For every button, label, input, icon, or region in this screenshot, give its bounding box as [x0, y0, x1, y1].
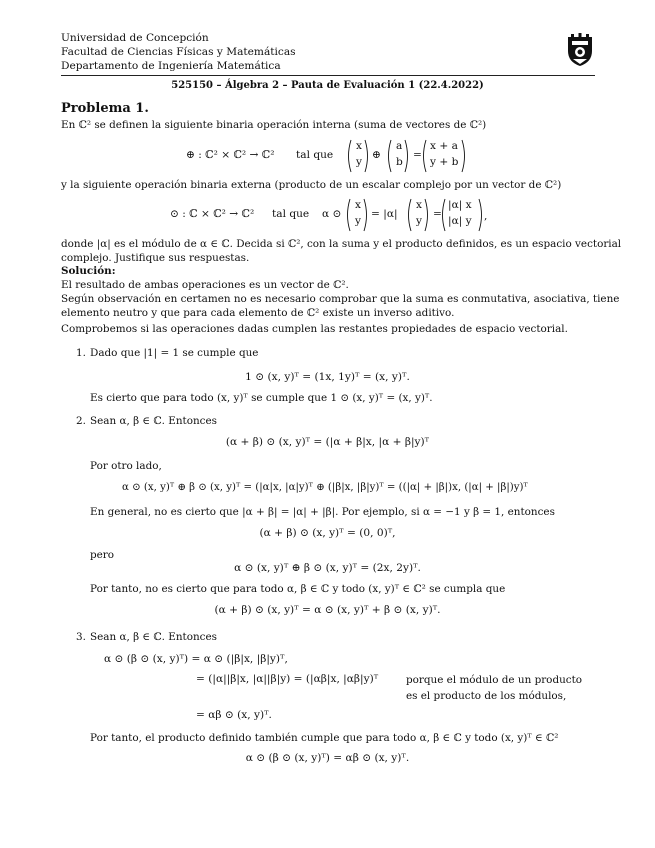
item-2-other-side: Por otro lado, [90, 460, 162, 472]
solution-s3: Comprobemos si las operaciones dadas cumplen las restantes propiedades de espacio vectorial. [61, 323, 568, 335]
item-2-equation-2: α ⊙ (x, y)ᵀ ⊕ β ⊙ (x, y)ᵀ = (|α|x, |α|y)ᵀ ⊕ (|β|x, |β|y)ᵀ = ((|α| + |β|)x, (|α| + |β|)y)ᵀ [122, 482, 528, 493]
department-name: Departamento de Ingeniería Matemática [61, 60, 281, 72]
item-3-number: 3. [76, 631, 86, 643]
product-signature: ⊙ : ℂ × ℂ² → ℂ² [170, 208, 255, 220]
problem-intro-3-line-1: donde |α| es el módulo de α ∈ ℂ. Decida si ℂ², con la suma y el producto definidos, es un espacio vectorial [61, 238, 622, 250]
item-2-conclusion: Por tanto, no es cierto que para todo α, β ∈ ℂ y todo (x, y)ᵀ ∈ ℂ² se cumpla que [90, 583, 506, 595]
university-crest-icon [566, 33, 594, 67]
sum-result-2: y + b [430, 156, 459, 168]
solution-s2-line-2: elemento neutro y que para cada elemento de ℂ² existe un inverso aditivo. [61, 307, 455, 319]
sum-lhs-x: x [356, 140, 362, 152]
document-page: Universidad de Concepción Facultad de Ciencias Físicas y Matemáticas Departamento de Ingeniería Matemática 525150 – Álgebra 2 – Pauta de Evaluación 1 (22.4.2022) Problema 1. En ℂ² se definen la siguiente binaria operación interna (suma de vectores de ℂ²) ⊕ : ℂ² × ℂ² → ℂ² tal que x y ⊕ a b = x + a y + b y la siguiente operación binaria externa (producto de un escalar complejo por un vector de ℂ²) ⊙ : ℂ × ℂ² → ℂ² tal que α ⊙ x y = |α| x y = |α| x |α| y , donde |α| es el módulo de α ∈ ℂ. Decida si ℂ², con la suma y el producto definidos, es un espacio vectorial complejo. Justifique sus respuestas. Solución: El resultado de ambas operaciones es un vector de ℂ². Según observación en certamen no es necesario comprobar que la suma es conmutativa, asociativa, tiene elemento neutro y que para cada elemento de ℂ² existe un inverso aditivo. Comprobemos si las operaciones dadas cumplen las restantes propiedades de espacio vectorial. 1. Dado que |1| = 1 se cumple que 1 ⊙ (x, y)ᵀ = (1x, 1y)ᵀ = (x, y)ᵀ. Es cierto que para todo (x, y)ᵀ se cumple que 1 ⊙ (x, y)ᵀ = (x, y)ᵀ. 2. Sean α, β ∈ ℂ. Entonces (α + β) ⊙ (x, y)ᵀ = (|α + β|x, |α + β|y)ᵀ Por otro lado, α ⊙ (x, y)ᵀ ⊕ β ⊙ (x, y)ᵀ = (|α|x, |α|y)ᵀ ⊕ (|β|x, |β|y)ᵀ = ((|α| + |β|)x, (|α| + |β|)y)ᵀ En general, no es cierto que |α + β| = |α| + |β|. Por ejemplo, si α = −1 y β = 1, entonces (α + β) ⊙ (x, y)ᵀ = (0, 0)ᵀ, pero α ⊙ (x, y)ᵀ ⊕ β ⊙ (x, y)ᵀ = (2x, 2y)ᵀ. Por tanto, no es cierto que para todo α, β ∈ ℂ y todo (x, y)ᵀ ∈ ℂ² se cumpla que (α + β) ⊙ (x, y)ᵀ = α ⊙ (x, y)ᵀ + β ⊙ (x, y)ᵀ. 3. Sean α, β ∈ ℂ. Entonces α ⊙ (β ⊙ (x, y)ᵀ) = α ⊙ (|β|x, |β|y)ᵀ, = (|α||β|x, |α||β|y) = (|αβ|x, |αβ|y)ᵀ porque el módulo de un producto es el producto de los módulos, = αβ ⊙ (x, y)ᵀ. Por tanto, el producto definido también cumple que para todo α, β ∈ ℂ y todo (x, y)ᵀ ∈ ℂ² α ⊙ (β ⊙ (x, y)ᵀ) = αβ ⊙ (x, y)ᵀ. [0, 0, 655, 848]
sum-result-1: x + a [430, 140, 458, 152]
sum-signature: ⊕ : ℂ² × ℂ² → ℂ² [186, 149, 275, 161]
sum-rhs-b: b [396, 156, 403, 168]
problem-intro-1: En ℂ² se definen la siguiente binaria operación interna (suma de vectores de ℂ²) [61, 119, 487, 131]
product-mid: = |α| [371, 208, 398, 220]
sum-lhs-y: y [356, 156, 362, 168]
product-result-1: |α| x [448, 199, 472, 211]
course-title: 525150 – Álgebra 2 – Pauta de Evaluación 1 (22.4.2022) [171, 80, 484, 91]
sum-tal-que: tal que [296, 149, 334, 161]
product-result-2: |α| y [448, 215, 472, 227]
product-tal-que: tal que [272, 208, 310, 220]
faculty-name: Facultad de Ciencias Físicas y Matemáticas [61, 46, 296, 58]
item-2-text: Sean α, β ∈ ℂ. Entonces [90, 415, 217, 427]
problem-heading: Problema 1. [61, 101, 149, 116]
sum-operator: ⊕ [372, 149, 381, 161]
item-3-equation-4: α ⊙ (β ⊙ (x, y)ᵀ) = αβ ⊙ (x, y)ᵀ. [245, 752, 410, 764]
item-3-conclusion: Por tanto, el producto definido también cumple que para todo α, β ∈ ℂ y todo (x, y)ᵀ ∈ ℂ² [90, 732, 559, 744]
solution-s2-line-1: Según observación en certamen no es necesario comprobar que la suma es conmutativa, asociativa, tiene [61, 293, 620, 305]
header-rule [61, 75, 595, 76]
problem-intro-2: y la siguiente operación binaria externa (producto de un escalar complejo por un vector de ℂ²) [61, 179, 562, 191]
product-v-y: y [355, 215, 361, 227]
item-2-pero: pero [90, 549, 115, 561]
solution-heading: Solución: [61, 265, 116, 277]
item-2-equation-1: (α + β) ⊙ (x, y)ᵀ = (|α + β|x, |α + β|y)ᵀ [225, 436, 430, 448]
item-1-conclusion: Es cierto que para todo (x, y)ᵀ se cumple que 1 ⊙ (x, y)ᵀ = (x, y)ᵀ. [90, 392, 433, 404]
item-2-general: En general, no es cierto que |α + β| = |α| + |β|. Por ejemplo, si α = −1 y β = 1, entonces [90, 506, 555, 518]
item-2-number: 2. [76, 415, 86, 427]
item-3-equation-3: = αβ ⊙ (x, y)ᵀ. [196, 709, 272, 721]
product-v-x: x [355, 199, 361, 211]
item-1-text: Dado que |1| = 1 se cumple que [90, 347, 259, 359]
item-2-equation-4: α ⊙ (x, y)ᵀ ⊕ β ⊙ (x, y)ᵀ = (2x, 2y)ᵀ. [234, 562, 421, 574]
item-3-equation-2: = (|α||β|x, |α||β|y) = (|αβ|x, |αβ|y)ᵀ [196, 673, 379, 685]
product-lhs: α ⊙ [322, 208, 342, 220]
item-3-text: Sean α, β ∈ ℂ. Entonces [90, 631, 217, 643]
item-3-equation-1: α ⊙ (β ⊙ (x, y)ᵀ) = α ⊙ (|β|x, |β|y)ᵀ, [104, 653, 288, 665]
item-1-equation: 1 ⊙ (x, y)ᵀ = (1x, 1y)ᵀ = (x, y)ᵀ. [245, 371, 410, 383]
sum-rhs-a: a [396, 140, 403, 152]
item-3-note-line-1: porque el módulo de un producto [406, 674, 583, 686]
university-name: Universidad de Concepción [61, 32, 209, 44]
problem-intro-3-line-2: complejo. Justifique sus respuestas. [61, 252, 250, 264]
item-3-note-line-2: es el producto de los módulos, [406, 690, 567, 702]
item-2-equation-5: (α + β) ⊙ (x, y)ᵀ = α ⊙ (x, y)ᵀ + β ⊙ (x, y)ᵀ. [214, 604, 441, 616]
item-2-equation-3: (α + β) ⊙ (x, y)ᵀ = (0, 0)ᵀ, [259, 527, 396, 539]
solution-s1: El resultado de ambas operaciones es un vector de ℂ². [61, 279, 349, 291]
item-1-number: 1. [76, 347, 86, 359]
